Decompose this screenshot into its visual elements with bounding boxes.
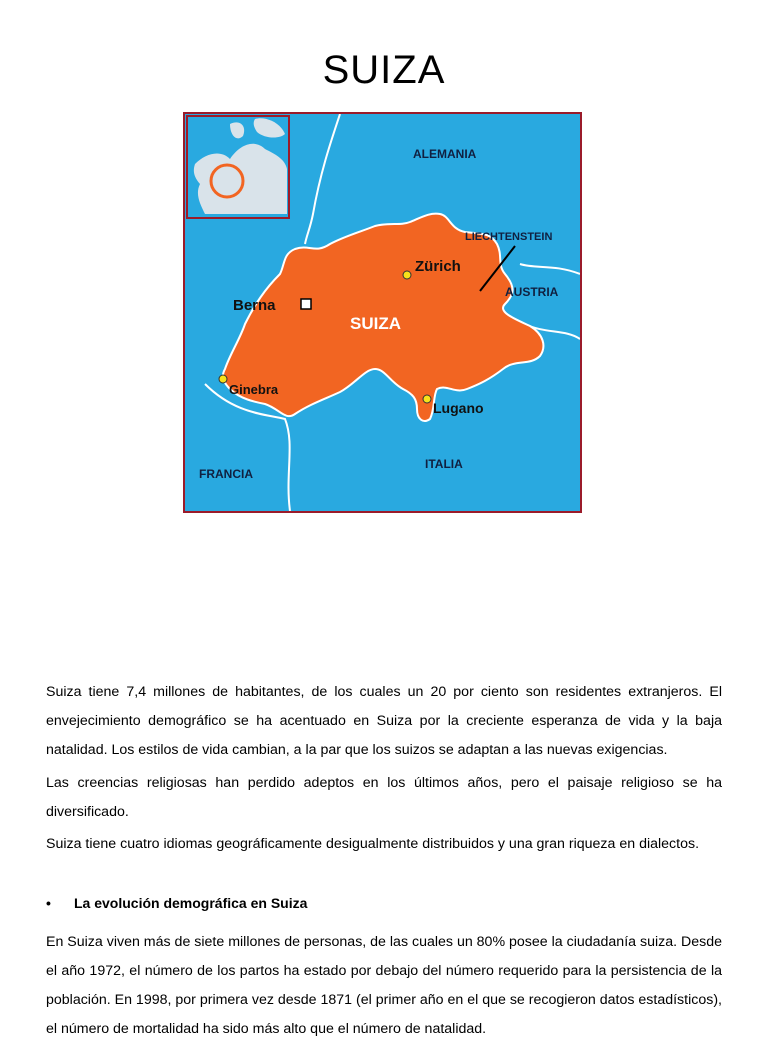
paragraph-religion: Las creencias religiosas han perdido adeptos en los últimos años, pero el paisaje religioso se ha diversificado.: [46, 775, 722, 820]
paragraph-demographics: En Suiza viven más de siete millones de personas, de las cuales un 80% posee la ciudadanía suiza. Desde el año 1972, el número de los partos ha estado por debajo del número requerido para la persistencia de la población. En 1998, por primera vez desde 1871 (el primer año en el que se recogieron datos estadísticos), el número de mortalidad ha sido más alto que el número de natalidad.: [46, 934, 722, 1037]
label-lugano: Lugano: [433, 400, 484, 416]
label-zurich: Zürich: [415, 258, 461, 275]
page-title: SUIZA: [322, 48, 446, 92]
label-france: FRANCIA: [199, 467, 253, 481]
geneva-dot: [219, 375, 227, 383]
label-geneva: Ginebra: [229, 382, 279, 397]
label-italy: ITALIA: [425, 457, 463, 471]
bern-marker: [301, 299, 311, 309]
label-switzerland: SUIZA: [350, 314, 401, 333]
zurich-dot: [403, 271, 411, 279]
label-bern: Berna: [233, 297, 276, 314]
paragraph-population: Suiza tiene 7,4 millones de habitantes, de los cuales un 20 por ciento son residentes extranjeros. El envejecimiento demográfico se ha acentuado en Suiza por la creciente esperanza de vida y la baja natalidad. Los estilos de vida cambian, a la par que los suizos se adaptan a las nuevas exigencias.: [46, 684, 722, 758]
paragraph-languages: Suiza tiene cuatro idiomas geográficamente desigualmente distribuidos y una gran riqueza en dialectos.: [46, 836, 700, 852]
lugano-dot: [423, 395, 431, 403]
switzerland-map: [183, 112, 582, 513]
section-heading-text: La evolución demográfica en Suiza: [74, 895, 308, 911]
label-liechtenstein: LIECHTENSTEIN: [465, 231, 553, 243]
label-germany: ALEMANIA: [413, 147, 477, 161]
label-austria: AUSTRIA: [505, 285, 559, 299]
section-heading: [46, 895, 307, 911]
bullet-marker: •: [46, 895, 51, 911]
